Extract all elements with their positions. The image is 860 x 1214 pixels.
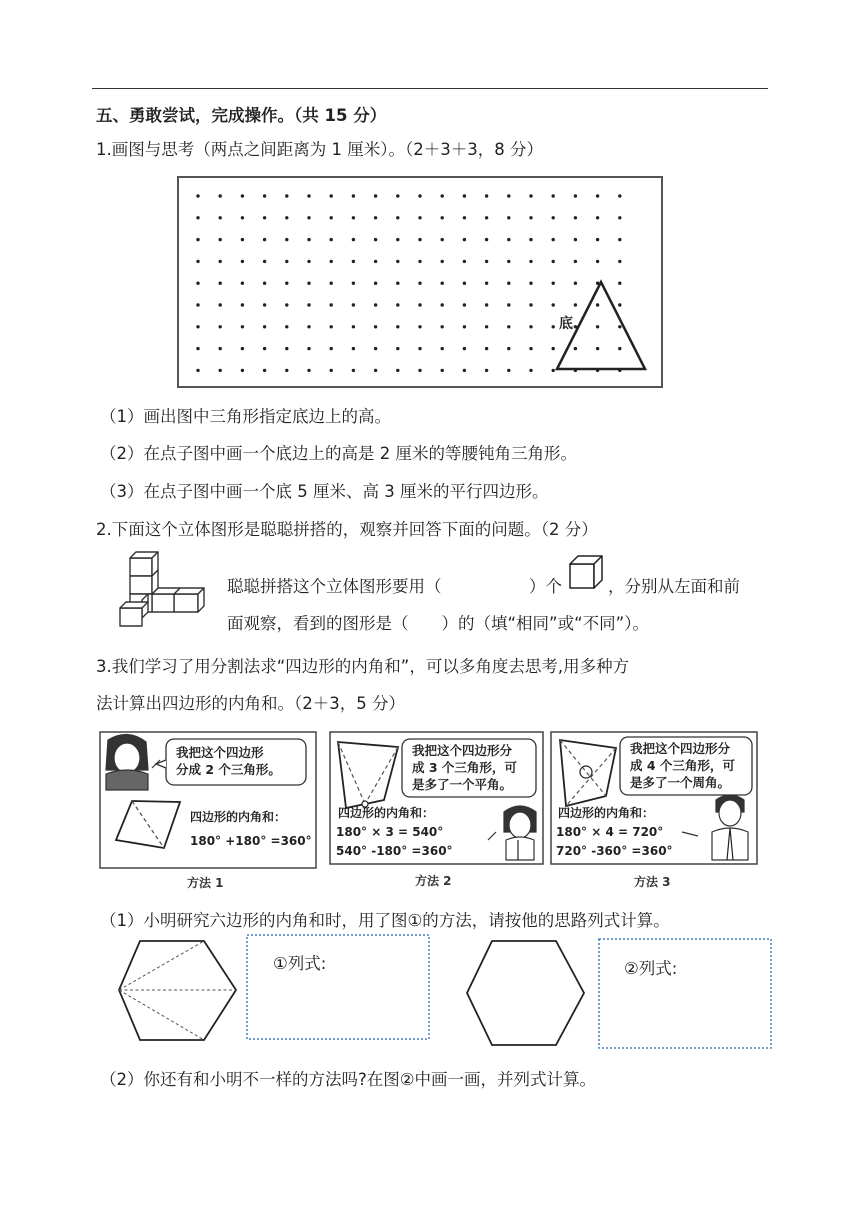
method-1-bubble-line-1: 我把这个四边形 (176, 745, 264, 760)
q2-line-2: 面观察，看到的图形是（ ）的（填“相同”或“不同”）。 (227, 614, 649, 633)
q2-line1-mid: ）个 (529, 577, 562, 596)
answer-box-1-area[interactable] (250, 975, 426, 1035)
q3-sub-1: （1）小明研究六边形的内角和时，用了图①的方法，请按他的思路列式计算。 (100, 911, 670, 930)
q2-line1-pre: 聪聪拼搭这个立体图形要用（ (227, 577, 442, 596)
q3-sub-2: （2）你还有和小明不一样的方法吗?在图②中画一画，并列式计算。 (100, 1070, 597, 1089)
method-2-formula-line-1: 180° × 3 = 540° (336, 825, 444, 839)
method-3-bubble-line-1: 我把这个四边形分 (630, 741, 731, 756)
method-1-formula-title: 四边形的内角和： (190, 810, 287, 824)
q2-line1-post: ，分别从左面和前 (608, 577, 740, 596)
answer-box-1-label: ①列式: (273, 954, 327, 973)
q2-title: 2.下面这个立体图形是聪聪拼搭的，观察并回答下面的问题。（2 分） (96, 520, 598, 539)
method-3-formula-line-2: 720° -360° =360° (556, 844, 673, 858)
method-1-formula: 180° +180° =360° (190, 834, 312, 848)
method-2-formula-line-2: 540° -180° =360° (336, 844, 453, 858)
method-1-caption: 方法 1 (187, 876, 224, 890)
answer-box-2-label: ②列式: (624, 959, 678, 978)
q1-item-1: （1）画出图中三角形指定底边上的高。 (100, 407, 391, 426)
method-2-caption: 方法 2 (415, 874, 452, 888)
q1-item-2: （2）在点子图中画一个底边上的高是 2 厘米的等腰钝角三角形。 (100, 444, 577, 463)
method-3-bubble-line-3: 是多了一个周角。 (630, 775, 731, 790)
q1-item-3: （3）在点子图中画一个底 5 厘米、高 3 厘米的平行四边形。 (100, 482, 549, 501)
section-title: 五、勇敢尝试，完成操作。（共 15 分） (96, 106, 387, 125)
base-label: 底 (559, 316, 573, 332)
method-3-formula-line-1: 180° × 4 = 720° (556, 825, 664, 839)
q3-title-line-2: 法计算出四边形的内角和。（2＋3，5 分） (96, 694, 405, 713)
method-2-bubble-line-2: 成 3 个三角形，可 (412, 760, 517, 775)
q1-title: 1.画图与思考（两点之间距离为 1 厘米）。（2＋3＋3，8 分） (96, 140, 543, 159)
method-2-bubble-line-1: 我把这个四边形分 (412, 743, 513, 758)
q3-title-line-1: 3.我们学习了用分割法求“四边形的内角和”，可以多角度去思考,用多种方 (96, 657, 630, 676)
method-2-formula-title: 四边形的内角和： (338, 806, 435, 820)
method-2-bubble-line-3: 是多了一个平角。 (412, 777, 513, 792)
method-3-formula-title: 四边形的内角和： (558, 806, 655, 820)
method-3-bubble-line-2: 成 4 个三角形，可 (630, 758, 735, 773)
method-1-bubble-line-2: 分成 2 个三角形。 (176, 762, 281, 777)
hexagon-2 (467, 941, 584, 1045)
answer-box-2-area[interactable] (602, 980, 768, 1044)
method-3-caption: 方法 3 (634, 875, 671, 889)
